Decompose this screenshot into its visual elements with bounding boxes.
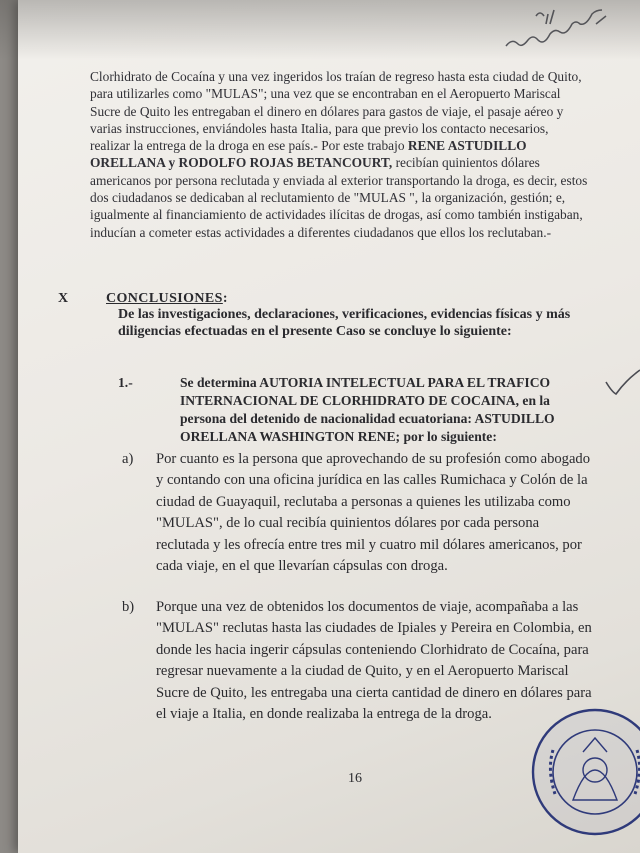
paragraph-rest: recibían quinientos dólares americanos por persona reclutada y enviada al exterior transportando la droga, es decir, estos dos ciudadanos se dedicaban al reclutamiento de "MULAS ", la organización, gestión; e, igualmente al financiamiento de actividades ilícitas de drogas, así como también instigaban, inducían a cometer estas actividades a diferentes ciudadanos que ellos los reclutaban.- bbox=[90, 155, 588, 240]
conclusion-item-1 bbox=[118, 374, 588, 446]
page-number: 16 bbox=[348, 771, 362, 786]
handwritten-annotation bbox=[496, 2, 640, 62]
paragraph-names: RENE ASTUDILLO ORELLANA y RODOLFO ROJAS BETANCOURT, bbox=[90, 138, 527, 171]
document-page bbox=[18, 0, 640, 853]
section-heading bbox=[58, 291, 228, 307]
sub-item-label: b) bbox=[122, 599, 135, 615]
continuation-paragraph bbox=[90, 68, 590, 241]
sub-item-text: Porque una vez de obtenidos los documentos de viaje, acompañaba a las "MULAS" reclutas hasta las ciudades de Ipiales y Pereira en Colombia, en donde les hacia ingerir cápsulas conteniendo Clorhidrato de Cocaína, para regresar nuevamente a la ciudad de Quito, y en el Aeropuerto Mariscal Sucre de Quito, les entregaba una cierta cantidad de dinero en dólares para el viaje a Italia, en donde realizaba la entrega de la droga. bbox=[156, 599, 592, 723]
official-stamp-seal bbox=[523, 690, 640, 850]
section-number: X bbox=[58, 291, 69, 306]
sub-item-label: a) bbox=[122, 451, 134, 467]
section-colon: : bbox=[222, 291, 228, 306]
item-number: 1.- bbox=[118, 375, 133, 390]
section-title: CONCLUSIONES bbox=[106, 291, 223, 306]
item-text: Se determina AUTORIA INTELECTUAL PARA EL TRAFICO INTERNACIONAL DE CLORHIDRATO DE COCAINA, en la persona del detenido de nacionalidad ecuatoriana: ASTUDILLO ORELLANA WASHINGTON RENE; por lo siguiente: bbox=[180, 375, 555, 444]
conclusions-intro: De las investigaciones, declaraciones, verificaciones, evidencias físicas y más diligencias efectuadas en el presente Caso se concluye lo siguiente: bbox=[118, 307, 571, 339]
sub-item-a bbox=[122, 449, 596, 577]
paragraph-continuation: Clorhidrato de Cocaína y una vez ingeridos los traían de regreso hasta esta ciudad de Quito, para utilizarles como "MULAS"; una vez que se encontraban en el Aeropuerto Mariscal Sucre de Quito les entregaban el dinero en dólares para gastos de viaje, el pasaje aéreo y varias instrucciones, enviándoles hasta Italia, para que previo los contacto necesarios, realizar la entrega de la droga en ese país.- Por este trabajo bbox=[90, 69, 582, 154]
sub-item-text: Por cuanto es la persona que aprovechando de su profesión como abogado y contando con una oficina jurídica en las calles Rumichaca y Colón de la ciudad de Guayaquil, reclutaba a personas a quienes les utilizaba como "MULAS", de lo cual recibía quinientos dólares por cada persona reclutada y les ofrecía entre tres mil y cuatro mil dólares americanos, por cada viaje, en el que llevarían cápsulas con droga. bbox=[156, 451, 591, 575]
checkmark-icon bbox=[602, 368, 640, 398]
